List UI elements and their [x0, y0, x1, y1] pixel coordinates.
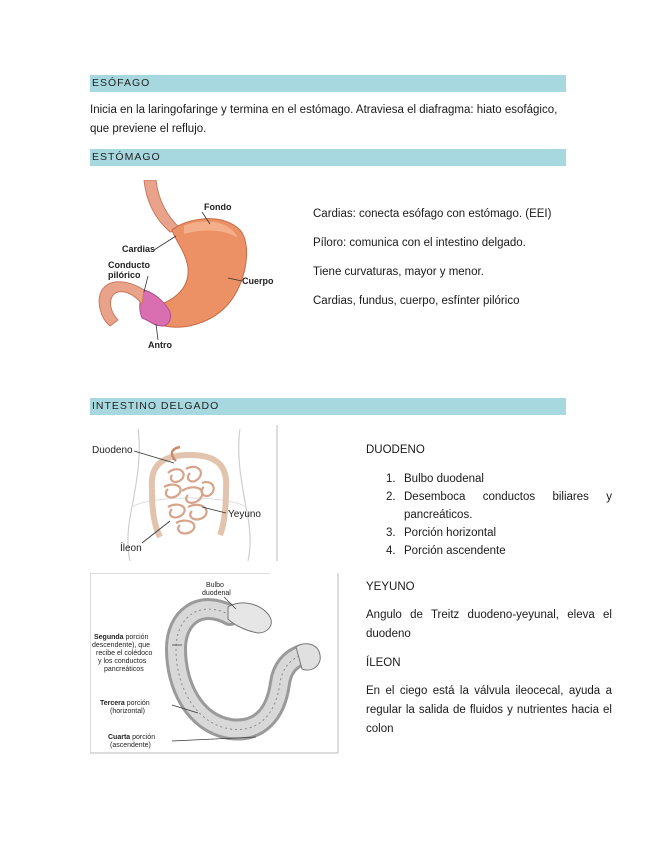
label-bulbo-2: duodenal — [202, 590, 231, 597]
list-item: 1. Bulbo duodenal — [386, 473, 484, 485]
label-fondo: Fondo — [204, 202, 232, 212]
list-item: 4. Porción ascendente — [386, 545, 506, 557]
label-cuarta-2: (ascendente) — [110, 742, 151, 749]
estomago-line-2: Píloro: comunica con el intestino delgado. — [313, 237, 526, 249]
duodenum-figure — [90, 573, 340, 755]
duodeno-title: DUODENO — [366, 444, 425, 456]
estomago-line-4: Cardias, fundus, cuerpo, esfínter pilórico — [313, 295, 520, 307]
ileon-text: En el ciego está la válvula ileocecal, ayuda a regular la salida de fluidos y nutrientes hacia el colon — [366, 685, 612, 735]
intestino-heading: INTESTINO DELGADO — [90, 398, 566, 415]
label-pilorico: pilórico — [108, 270, 141, 280]
list-item: 3. Porción horizontal — [386, 527, 497, 539]
label-antro: Antro — [148, 340, 172, 350]
label-cardias: Cardias — [122, 244, 156, 254]
esofago-heading: ESÓFAGO — [90, 75, 566, 92]
label-segunda: Segunda porción — [94, 634, 149, 641]
stomach-figure — [92, 180, 282, 355]
yeyuno-text: Angulo de Treitz duodeno-yeyunal, eleva el duodeno — [366, 609, 612, 640]
list-item: 2. Desemboca conductos biliares y pancreáticos. — [386, 491, 612, 521]
estomago-line-3: Tiene curvaturas, mayor y menor. — [313, 266, 484, 278]
label-cuarta: Cuarta porción — [108, 734, 156, 741]
label-segunda-5: pancreáticos — [104, 666, 144, 673]
label-conducto: Conducto — [108, 260, 150, 270]
label-tercera: Tercera porción — [100, 700, 150, 707]
yeyuno-title: YEYUNO — [366, 581, 415, 593]
label-tercera-2: (horizontal) — [110, 708, 146, 715]
ileon-title: ÍLEON — [366, 657, 401, 669]
label-segunda-3: recibe el colédoco — [96, 650, 153, 657]
label-bulbo-1: Bulbo — [206, 582, 224, 589]
duodeno-list — [366, 470, 612, 560]
estomago-line-1: Cardias: conecta esófago con estómago. (EEI) — [313, 208, 552, 220]
label-segunda-2: descendente), que — [92, 642, 150, 649]
label-duodeno: Duodeno — [92, 445, 133, 456]
abdomen-figure — [90, 425, 280, 563]
label-ileon: Íleon — [120, 543, 142, 554]
label-cuerpo: Cuerpo — [242, 276, 274, 286]
esofago-text: Inicia en la laringofaringe y termina en el estómago. Atraviesa el diafragma: hiato esofágico, que previene el reflujo. — [90, 104, 558, 135]
label-segunda-4: y los conductos — [98, 658, 147, 665]
estomago-heading: ESTÓMAGO — [90, 149, 566, 166]
label-yeyuno: Yeyuno — [228, 509, 261, 520]
